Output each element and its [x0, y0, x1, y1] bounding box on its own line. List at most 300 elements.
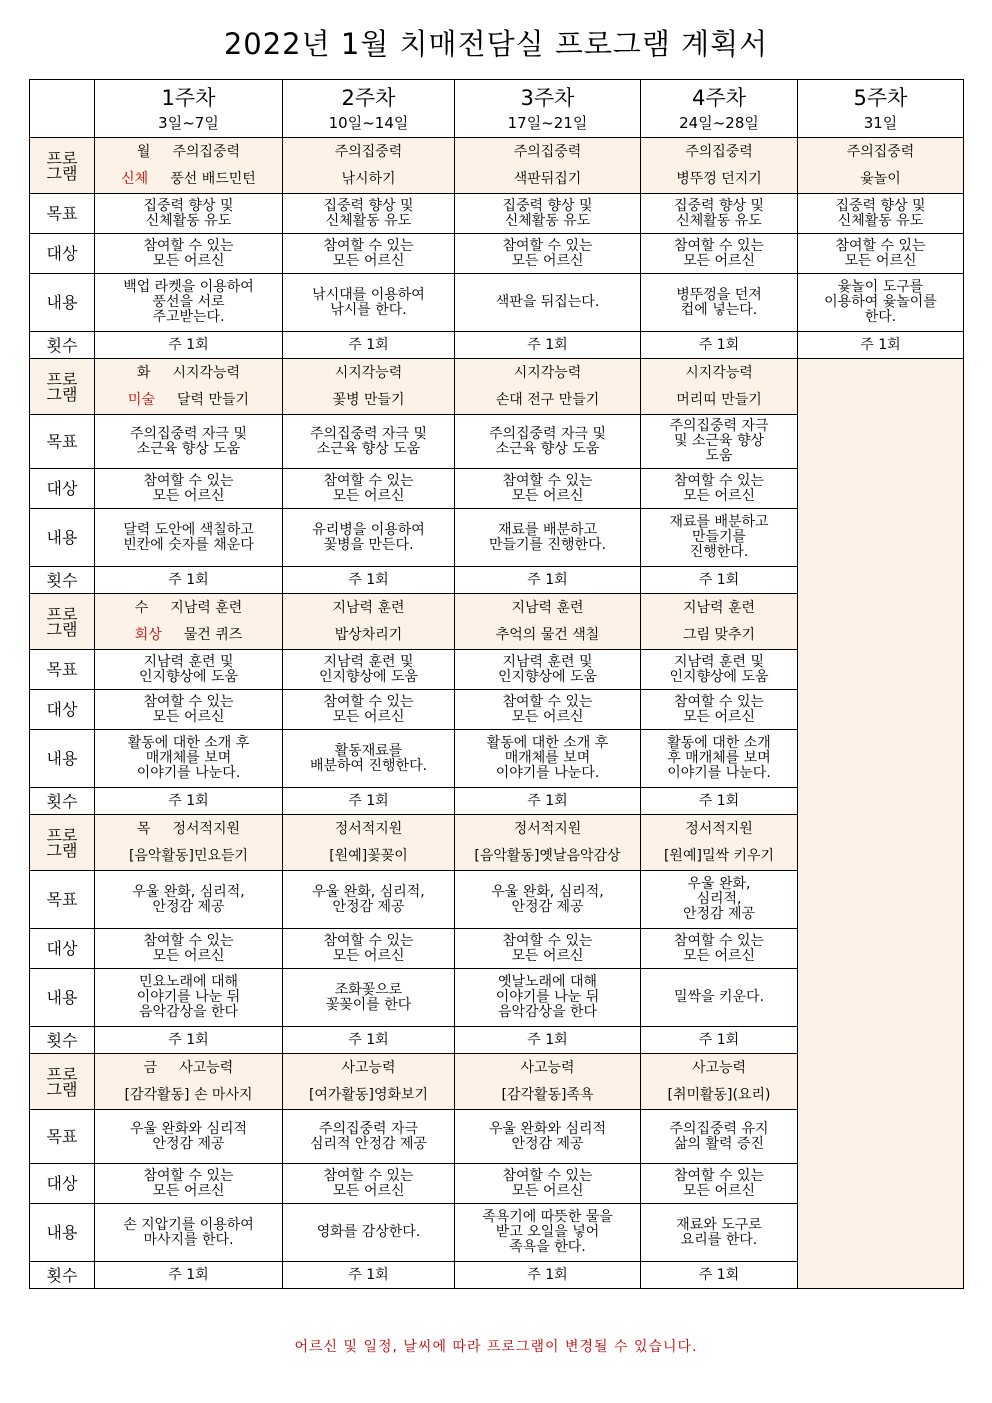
program-name [457, 622, 638, 649]
frequency-text: 주 1회 [348, 571, 389, 588]
frequency-text: 주 1회 [698, 1031, 740, 1048]
corner-cell [30, 80, 95, 138]
content-cell [95, 730, 283, 788]
goal-text: 우울 완화와 심리적 [129, 1120, 248, 1137]
week-header [455, 80, 641, 138]
target-text: 참여할 수 있는 [143, 693, 234, 710]
frequency-text: 주 1회 [527, 571, 568, 588]
content-text: 마사지를 한다. [143, 1231, 234, 1248]
row-label-program [30, 138, 95, 194]
goal-cell [455, 650, 641, 690]
target-text: 모든 어르신 [844, 252, 917, 269]
row-label-goal [30, 871, 95, 929]
goal-cell [283, 650, 455, 690]
frequency-text: 주 1회 [348, 1031, 389, 1048]
week-name: 1주차 [161, 86, 216, 110]
program-name-text: [음악활동]민요듣기 [128, 847, 249, 864]
target-cell [641, 929, 798, 969]
frequency-text: 주 1회 [168, 336, 209, 353]
row-goal [30, 194, 964, 234]
target-text: 참여할 수 있는 [323, 472, 414, 489]
goal-cell [455, 1110, 641, 1164]
row-label-text: 프로 [46, 604, 78, 624]
program-name-text: 색판뒤집기 [513, 170, 582, 187]
frequency-cell [95, 1262, 283, 1289]
week-dates: 3일~7일 [158, 114, 219, 132]
program-name-text: 손대 전구 만들기 [495, 391, 600, 408]
target-cell [283, 929, 455, 969]
content-text: 받고 오일을 넣어 [495, 1224, 600, 1240]
program-area [97, 595, 280, 622]
program-area-text: 시지각능력 [334, 364, 403, 381]
row-program [30, 359, 964, 415]
goal-text: 신체활동 유도 [676, 212, 762, 229]
row-label-target [30, 929, 95, 969]
frequency-cell [283, 332, 455, 359]
target-text: 참여할 수 있는 [502, 472, 593, 489]
program-name [285, 843, 452, 870]
row-label-text: 횟수 [46, 335, 78, 355]
target-text: 참여할 수 있는 [835, 237, 926, 254]
week-name: 2주차 [341, 86, 396, 110]
content-text: 족욕을 한다. [509, 1239, 586, 1255]
goal-text: 집중력 향상 및 [673, 197, 765, 214]
program-name-text: 그림 맞추기 [682, 626, 756, 643]
program-name [457, 387, 638, 414]
row-label-text: 횟수 [46, 1265, 78, 1285]
target-text: 참여할 수 있는 [323, 693, 414, 710]
program-area-text: 시지각능력 [513, 364, 582, 381]
program-area-text: 정서적지원 [334, 820, 403, 837]
week-header [95, 80, 283, 138]
row-label-text: 횟수 [46, 791, 78, 811]
content-cell [95, 274, 283, 332]
goal-text: 주의집중력 자극 및 [129, 425, 248, 442]
frequency-text: 주 1회 [698, 792, 740, 809]
program-area-text: 지남력 훈련 [332, 599, 405, 616]
goal-cell [455, 871, 641, 929]
content-text: 매개체를 보며 [145, 750, 232, 766]
row-label-goal [30, 415, 95, 469]
goal-cell [95, 415, 283, 469]
row-label-frequency [30, 332, 95, 359]
page-title: 2022년 1월 치매전담실 프로그램 계획서 [223, 27, 769, 61]
content-text: 음악감상을 한다 [497, 1004, 598, 1020]
content-cell [455, 274, 641, 332]
program-area-text: 정서적지원 [685, 820, 753, 837]
goal-text: 소근육 향상 도움 [136, 440, 241, 457]
goal-text: 우울 완화, [687, 876, 751, 892]
content-cell [641, 1204, 798, 1262]
content-cell [455, 509, 641, 567]
program-name [643, 1082, 795, 1109]
goal-text: 신체활동 유도 [504, 212, 591, 229]
row-label-text: 그램 [46, 619, 78, 639]
content-text: 매개체를 보며 [504, 750, 591, 766]
program-area-text: 사고능력 [341, 1059, 396, 1076]
target-text: 모든 어르신 [511, 708, 584, 725]
program-name-text: 추억의 물건 색칠 [495, 626, 600, 643]
program-area [457, 139, 638, 166]
content-text: 옛날노래에 대해 [497, 974, 598, 990]
frequency-text: 주 1회 [860, 336, 901, 353]
target-text: 모든 어르신 [332, 708, 405, 725]
program-area [457, 595, 638, 622]
goal-text: 주의집중력 유지 [669, 1120, 769, 1137]
frequency-cell [283, 1262, 455, 1289]
week-header [798, 80, 964, 138]
target-cell [641, 469, 798, 509]
program-name [800, 166, 961, 193]
content-text: 활동에 대한 소개 [667, 735, 771, 751]
row-label-content [30, 730, 95, 788]
row-label-goal [30, 650, 95, 690]
row-label-text: 횟수 [46, 570, 78, 590]
row-label-text: 목표 [46, 660, 78, 679]
goal-text: 지남력 훈련 및 [143, 653, 234, 670]
week-header [641, 80, 798, 138]
content-text: 족욕기에 따뜻한 물을 [482, 1209, 613, 1225]
program-name-text: 풍선 배드민턴 [170, 170, 256, 187]
goal-cell [95, 194, 283, 234]
goal-text: 지남력 훈련 및 [673, 653, 765, 670]
program-cell [641, 594, 798, 650]
target-text: 참여할 수 있는 [502, 932, 593, 949]
program-name-text: [감각활동]족욕 [501, 1086, 594, 1103]
row-label-text: 프로 [46, 369, 78, 389]
frequency-cell [283, 788, 455, 815]
goal-text: 삶의 활력 증진 [673, 1135, 765, 1152]
goal-cell [95, 650, 283, 690]
frequency-text: 주 1회 [348, 1266, 389, 1283]
program-cell [455, 359, 641, 415]
category-label: 신체 [121, 170, 149, 187]
program-name-text: 물건 퀴즈 [183, 626, 243, 643]
target-text: 모든 어르신 [152, 487, 225, 504]
frequency-cell [95, 332, 283, 359]
program-area-text: 주의집중력 [685, 143, 753, 160]
target-text: 모든 어르신 [332, 1182, 405, 1199]
frequency-cell [455, 332, 641, 359]
frequency-text: 주 1회 [168, 571, 209, 588]
row-label-text: 프로 [46, 825, 78, 845]
content-text: 후 매개체를 보며 [667, 750, 771, 766]
goal-cell [641, 194, 798, 234]
target-cell [455, 234, 641, 274]
week-name: 4주차 [692, 86, 746, 110]
target-text: 모든 어르신 [152, 252, 225, 269]
frequency-text: 주 1회 [527, 336, 568, 353]
target-text: 모든 어르신 [682, 487, 756, 504]
content-cell [95, 1204, 283, 1262]
frequency-cell [95, 1027, 283, 1054]
target-text: 참여할 수 있는 [673, 472, 765, 489]
program-cell [798, 138, 964, 194]
frequency-cell [798, 332, 964, 359]
goal-text: 인지향상에 도움 [138, 668, 239, 685]
program-name-text: [원예]밀싹 키우기 [663, 847, 775, 864]
week-dates: 10일~14일 [328, 114, 409, 132]
goal-text: 집중력 향상 및 [323, 197, 414, 214]
weekday-label: 목 [136, 820, 151, 837]
program-name-text: 달력 만들기 [176, 391, 250, 408]
target-cell [455, 929, 641, 969]
target-cell [641, 690, 798, 730]
week-name: 3주차 [520, 86, 575, 110]
program-cell [283, 594, 455, 650]
row-label-frequency [30, 567, 95, 594]
program-cell [641, 815, 798, 871]
row-label-content [30, 969, 95, 1027]
goal-text: 주의집중력 자극 및 [488, 425, 607, 442]
content-text: 이야기를 나눈 뒤 [495, 989, 600, 1005]
content-text: 만들기를 [691, 529, 747, 545]
row-label-text: 내용 [46, 293, 78, 312]
content-text: 손 지압기를 이용하여 [123, 1216, 254, 1233]
goal-text: 소근육 향상 도움 [495, 440, 600, 457]
table-body [30, 80, 964, 1289]
program-area-text: 주의집중력 [172, 143, 241, 160]
program-area [97, 1055, 280, 1082]
program-cell [455, 594, 641, 650]
program-name [643, 622, 795, 649]
content-cell [283, 730, 455, 788]
target-text: 모든 어르신 [682, 708, 756, 725]
weekday-label: 수 [134, 599, 149, 616]
program-cell [95, 1054, 283, 1110]
target-text: 참여할 수 있는 [143, 472, 234, 489]
program-area [643, 139, 795, 166]
target-cell [283, 469, 455, 509]
row-label-text: 횟수 [46, 1030, 78, 1050]
program-area-text: 사고능력 [691, 1059, 747, 1076]
content-cell [798, 274, 964, 332]
frequency-text: 주 1회 [527, 792, 568, 809]
frequency-text: 주 1회 [348, 792, 389, 809]
program-cell [641, 138, 798, 194]
program-area [97, 816, 280, 843]
row-label-text: 프로 [46, 148, 78, 168]
goal-text: 도움 [705, 448, 733, 464]
frequency-cell [283, 567, 455, 594]
program-plan-table [29, 79, 964, 1289]
target-cell [641, 234, 798, 274]
program-name-text: 밥상차리기 [334, 626, 403, 643]
target-text: 모든 어르신 [511, 252, 584, 269]
week-dates: 17일~21일 [507, 114, 588, 132]
week-header [283, 80, 455, 138]
program-area-text: 시지각능력 [685, 364, 753, 381]
row-label-target [30, 690, 95, 730]
row-label-program [30, 594, 95, 650]
goal-text: 우울 완화, 심리적, [491, 883, 604, 900]
target-text: 참여할 수 있는 [143, 237, 234, 254]
program-name [97, 843, 280, 870]
row-label-target [30, 469, 95, 509]
target-cell [798, 234, 964, 274]
program-name [457, 843, 638, 870]
program-name [285, 166, 452, 193]
target-cell [455, 469, 641, 509]
program-area-text: 지남력 훈련 [682, 599, 756, 616]
goal-cell [283, 194, 455, 234]
program-area [97, 360, 280, 387]
content-cell [641, 730, 798, 788]
program-name-text: [여가활동]영화보기 [308, 1086, 429, 1103]
content-text: 달력 도안에 색칠하고 [123, 521, 254, 538]
row-label-goal [30, 1110, 95, 1164]
program-area [457, 360, 638, 387]
footer-notice: 어르신 및 일정, 날씨에 따라 프로그램이 변경될 수 있습니다. [294, 1339, 698, 1355]
target-text: 참여할 수 있는 [323, 237, 414, 254]
goal-text: 신체활동 유도 [837, 212, 924, 229]
target-text: 참여할 수 있는 [673, 1167, 765, 1184]
goal-text: 집중력 향상 및 [143, 197, 234, 214]
content-text: 윷놀이 도구를 [837, 279, 924, 295]
content-text: 유리병을 이용하여 [312, 521, 425, 538]
program-area-text: 주의집중력 [334, 143, 403, 160]
row-label-text: 내용 [46, 988, 78, 1007]
frequency-text: 주 1회 [168, 1266, 209, 1283]
target-text: 참여할 수 있는 [673, 932, 765, 949]
row-label-text: 목표 [46, 432, 78, 451]
content-cell [455, 969, 641, 1027]
target-text: 참여할 수 있는 [673, 237, 765, 254]
frequency-cell [95, 788, 283, 815]
target-text: 모든 어르신 [511, 487, 584, 504]
program-area [97, 139, 280, 166]
content-text: 재료를 배분하고 [669, 514, 769, 530]
weekday-label: 금 [143, 1059, 158, 1076]
program-area [285, 595, 452, 622]
goal-text: 심리적, [696, 891, 742, 907]
weekday-label: 월 [136, 143, 151, 160]
program-cell [95, 138, 283, 194]
row-label-text: 내용 [46, 749, 78, 768]
goal-cell [95, 1110, 283, 1164]
row-label-frequency [30, 1027, 95, 1054]
row-label-text: 목표 [46, 204, 78, 223]
content-cell [641, 274, 798, 332]
goal-text: 주의집중력 자극 및 [309, 425, 428, 442]
target-text: 참여할 수 있는 [323, 1167, 414, 1184]
goal-text: 주의집중력 자극 [318, 1120, 419, 1137]
content-cell [95, 969, 283, 1027]
program-area-text: 정서적지원 [513, 820, 582, 837]
program-area [643, 360, 795, 387]
goal-text: 안정감 제공 [511, 1135, 584, 1152]
frequency-text: 주 1회 [527, 1031, 568, 1048]
goal-cell [798, 194, 964, 234]
goal-cell [283, 415, 455, 469]
goal-text: 우울 완화와 심리적 [488, 1120, 607, 1137]
week5-empty-area [798, 359, 964, 1289]
target-text: 참여할 수 있는 [323, 932, 414, 949]
program-cell [95, 815, 283, 871]
program-area [800, 139, 961, 166]
frequency-text: 주 1회 [698, 571, 740, 588]
row-label-text: 목표 [46, 1127, 78, 1146]
goal-text: 신체활동 유도 [145, 212, 232, 229]
goal-text: 안정감 제공 [152, 1135, 225, 1152]
goal-cell [283, 1110, 455, 1164]
content-text: 이야기를 나눈 뒤 [136, 989, 241, 1005]
content-text: 음악감상을 한다 [138, 1004, 239, 1020]
content-text: 요리를 한다. [680, 1231, 758, 1248]
content-text: 컵에 넣는다. [680, 301, 758, 318]
program-area-text: 주의집중력 [513, 143, 582, 160]
program-name [97, 622, 280, 649]
content-text: 이야기를 나눈다. [495, 765, 600, 781]
target-cell [283, 690, 455, 730]
row-label-text: 대상 [46, 939, 78, 958]
content-text: 활동에 대한 소개 후 [486, 735, 609, 751]
row-label-content [30, 509, 95, 567]
content-cell [283, 509, 455, 567]
content-text: 영화를 감상한다. [316, 1224, 421, 1240]
row-label-frequency [30, 788, 95, 815]
target-cell [641, 1164, 798, 1204]
frequency-text: 주 1회 [698, 336, 740, 353]
category-label: 회상 [134, 626, 162, 643]
frequency-text: 주 1회 [348, 336, 389, 353]
row-label-text: 내용 [46, 528, 78, 547]
program-cell [455, 815, 641, 871]
content-text: 백업 라켓을 이용하여 [123, 279, 254, 295]
goal-text: 인지향상에 도움 [669, 668, 769, 685]
program-name [97, 166, 280, 193]
content-text: 재료와 도구로 [676, 1216, 762, 1233]
goal-text: 집중력 향상 및 [502, 197, 593, 214]
content-cell [283, 1204, 455, 1262]
target-text: 모든 어르신 [152, 708, 225, 725]
program-name-text: 꽃병 만들기 [332, 391, 405, 408]
content-text: 민요노래에 대해 [138, 974, 239, 990]
frequency-cell [641, 788, 798, 815]
row-label-text: 대상 [46, 244, 78, 263]
program-name [97, 1082, 280, 1109]
program-area-text: 시지각능력 [172, 364, 241, 381]
row-label-target [30, 234, 95, 274]
row-target [30, 234, 964, 274]
content-text: 활동에 대한 소개 후 [127, 735, 250, 751]
goal-text: 우울 완화, 심리적, [312, 883, 425, 900]
row-label-content [30, 274, 95, 332]
program-area [285, 1055, 452, 1082]
target-cell [283, 234, 455, 274]
week-name: 5주차 [853, 86, 908, 110]
program-area [643, 595, 795, 622]
row-label-text: 내용 [46, 1223, 78, 1242]
frequency-text: 주 1회 [698, 1266, 740, 1283]
content-text: 활동재료를 [334, 742, 403, 759]
frequency-cell [455, 788, 641, 815]
program-cell [283, 359, 455, 415]
program-cell [95, 594, 283, 650]
content-text: 한다. [864, 309, 897, 325]
row-label-text: 목표 [46, 890, 78, 909]
target-text: 참여할 수 있는 [502, 237, 593, 254]
row-label-text: 그램 [46, 384, 78, 404]
target-text: 모든 어르신 [332, 252, 405, 269]
row-frequency [30, 332, 964, 359]
program-name-text: [원예]꽃꽂이 [329, 847, 408, 864]
header-row [30, 80, 964, 138]
program-name [285, 387, 452, 414]
content-text: 재료를 배분하고 [497, 521, 598, 538]
program-area-text: 사고능력 [520, 1059, 575, 1076]
content-text: 빈칸에 숫자를 채운다 [123, 536, 254, 553]
